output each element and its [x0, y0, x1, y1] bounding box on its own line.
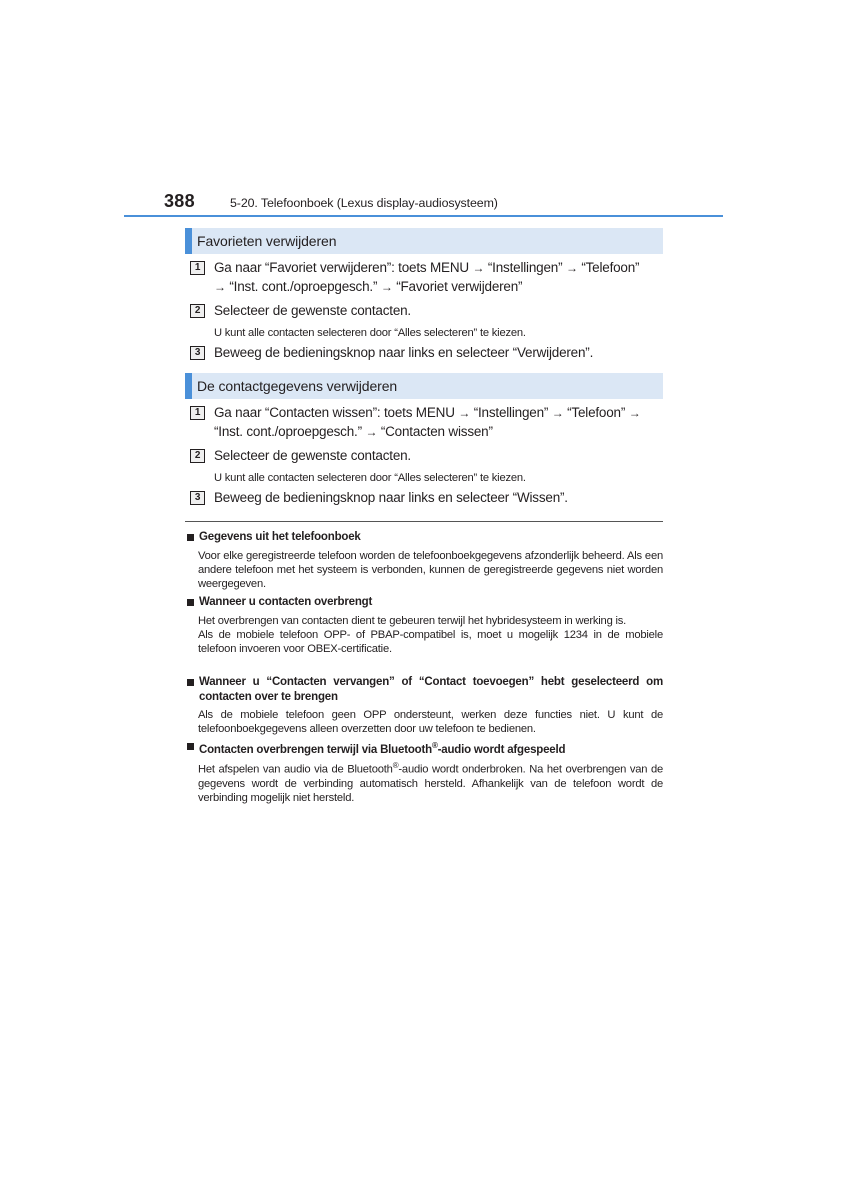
info-heading-text: Wanneer u “Contacten vervangen” of “Contact toevoegen” hebt geselecteerd om contacten over te brengen: [199, 676, 663, 703]
step-number: 3: [190, 491, 205, 505]
arrow-icon: →: [458, 406, 471, 420]
step-text-part: “Contacten wissen”: [380, 423, 493, 439]
info-paragraph: Als de mobiele telefoon geen OPP ondersteunt, werken deze functies niet. U kunt de telefoonboekgegevens alleen overzetten door uw telefoon te bedienen.: [198, 709, 663, 735]
arrow-icon: →: [365, 424, 378, 439]
square-bullet-icon: [187, 743, 194, 750]
step-1: [190, 259, 665, 296]
step-text-part: Ga naar “Contacten wissen”: toets MENU: [214, 405, 455, 420]
info-heading-text: [199, 739, 565, 757]
step-text-part: “Inst. cont./oproepgesch.”: [229, 278, 378, 294]
step-text-part: “Instellingen”: [487, 260, 563, 275]
arrow-icon: →: [380, 279, 393, 294]
arrow-icon: →: [551, 406, 564, 420]
step-text: Beweeg de bedieningsknop naar links en selecteer “Verwijderen”.: [214, 345, 594, 360]
step-text-part: “Telefoon”: [581, 260, 640, 275]
info-heading: [186, 530, 663, 545]
section-title: Favorieten verwijderen: [197, 233, 337, 249]
page-header: [124, 188, 723, 220]
section-title: De contactgegevens verwijderen: [197, 378, 398, 394]
step-2: [190, 302, 665, 321]
info-block-overbrengen: [186, 595, 663, 656]
arrow-icon: →: [565, 261, 578, 275]
square-bullet-icon: [187, 599, 194, 606]
info-body: [198, 614, 663, 656]
step-text-part: “Favoriet verwijderen”: [396, 278, 523, 294]
registered-mark: ®: [431, 741, 438, 750]
step-text-part: “Telefoon”: [567, 405, 626, 420]
step-3: [190, 344, 665, 363]
arrow-icon: →: [472, 261, 485, 275]
body-part: -audio wordt onderbroken. Na het overbrengen van de gegevens wordt de verbinding automatisch hersteld. Afhankelijk van de telefoon wordt de verbinding mogelijk niet hersteld.: [198, 764, 663, 805]
info-body: [198, 759, 663, 805]
info-block-bluetooth: [186, 739, 663, 805]
step-note: U kunt alle contacten selecteren door “Alles selecteren” te kiezen.: [214, 472, 526, 484]
step-number: 1: [190, 406, 205, 420]
registered-mark: ®: [392, 761, 399, 771]
section-heading-favorieten: [185, 228, 663, 254]
info-block-vervangen: [186, 675, 663, 736]
step-number: 1: [190, 261, 205, 275]
step-number: 2: [190, 449, 205, 463]
info-heading-text: Gegevens uit het telefoonboek: [199, 531, 361, 543]
info-paragraph: [198, 759, 663, 805]
info-block-telefoonboek: [186, 530, 663, 591]
info-body: [198, 708, 663, 736]
step-text-part: Ga naar “Favoriet verwijderen”: toets MENU: [214, 260, 469, 275]
square-bullet-icon: [187, 679, 194, 686]
step-2: [190, 447, 665, 466]
arrow-icon: →: [214, 279, 226, 294]
step-3: [190, 489, 665, 508]
step-number: 3: [190, 346, 205, 360]
info-paragraph: Als de mobiele telefoon OPP- of PBAP-compatibel is, moet u mogelijk 1234 in de mobiele telefoon invoeren voor OBEX-certificatie.: [198, 628, 663, 655]
step-text: Selecteer de gewenste contacten.: [214, 303, 411, 318]
chapter-title: 5-20. Telefoonboek (Lexus display-audiosysteem): [230, 196, 498, 210]
body-part: Het afspelen van audio via de Bluetooth: [198, 764, 393, 777]
header-rule: [124, 215, 723, 217]
heading-part: Contacten overbrengen terwijl via Bluetooth: [199, 743, 432, 756]
section-heading-contactgegevens: [185, 373, 663, 399]
step-text-part: “Instellingen”: [473, 405, 549, 420]
section-divider: [185, 521, 663, 522]
info-heading: [186, 595, 663, 610]
square-bullet-icon: [187, 534, 194, 541]
info-paragraph: Het overbrengen van contacten dient te gebeuren terwijl het hybridesysteem in werking is.: [198, 614, 627, 627]
step-1: [190, 404, 665, 441]
info-paragraph: Voor elke geregistreerde telefoon worden de telefoonboekgegevens afzonderlijk beheerd. Als een andere telefoon met het systeem is verbonden, kunnen de geregistreerde gegevens niet worden weergegeven.: [198, 549, 663, 590]
arrow-icon: →: [628, 406, 641, 420]
heading-part: -audio wordt afgespeeld: [437, 743, 566, 756]
info-heading: [186, 675, 663, 704]
step-text-part: “Inst. cont./oproepgesch.”: [214, 423, 362, 439]
step-text: Beweeg de bedieningsknop naar links en selecteer “Wissen”.: [214, 490, 568, 505]
step-number: 2: [190, 304, 205, 318]
step-text: [214, 259, 665, 296]
page-number: 388: [164, 191, 195, 211]
info-heading-text: Wanneer u contacten overbrengt: [199, 596, 373, 608]
step-note: U kunt alle contacten selecteren door “Alles selecteren” te kiezen.: [214, 327, 526, 339]
step-text: [214, 404, 665, 441]
info-heading: [186, 739, 663, 757]
step-text: Selecteer de gewenste contacten.: [214, 448, 411, 463]
info-body: [198, 549, 663, 591]
